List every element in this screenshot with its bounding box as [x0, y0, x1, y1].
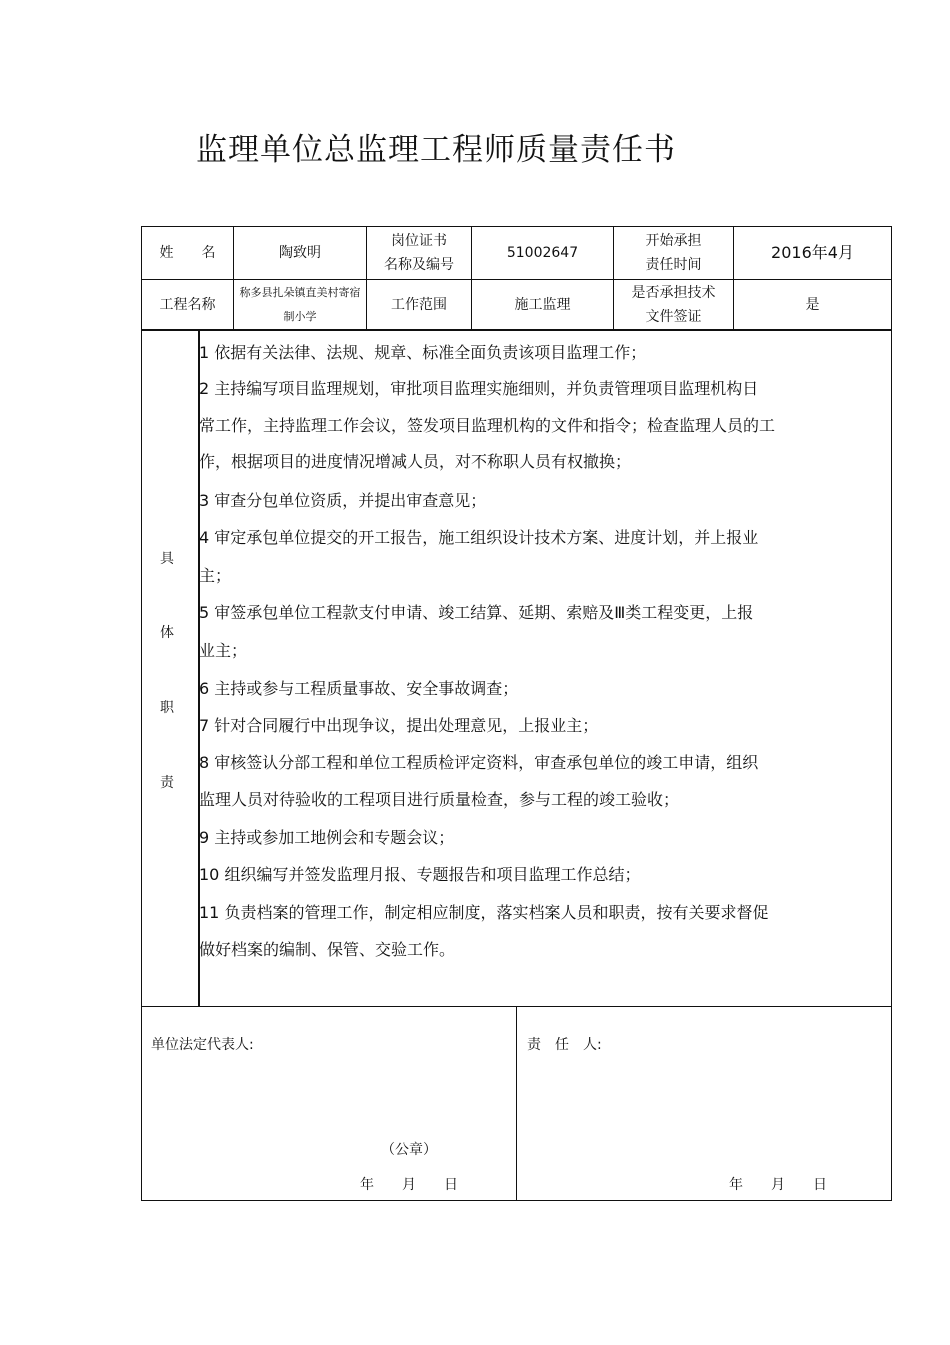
duty-line: 做好档案的编制、保管、交验工作。	[199, 940, 456, 959]
document-title: 监理单位总监理工程师质量责任书	[196, 132, 676, 168]
left-date-label: 年 月 日	[360, 1177, 458, 1193]
scope-label: 工作范围	[391, 296, 447, 313]
tech-sign-label-line1: 是否承担技术	[631, 284, 716, 301]
duty-line: 主；	[199, 566, 232, 585]
duty-line: 常工作，主持监理工作会议，签发项目监理机构的文件和指令；检查监理人员的工	[199, 416, 776, 435]
start-label-line1: 开始承担	[645, 233, 702, 249]
duty-line: 监理人员对待验收的工程项目进行质量检查，参与工程的竣工验收；	[199, 790, 680, 809]
project-label: 工程名称	[159, 296, 216, 313]
start-label-line2: 责任时间	[645, 257, 702, 273]
duty-line: 9 主持或参加工地例会和专题会议；	[199, 828, 455, 847]
tech-sign-label	[614, 280, 733, 329]
duty-line: 7 针对合同履行中出现争议，提出处理意见，上报业主；	[199, 716, 599, 735]
right-date-label: 年 月 日	[729, 1177, 827, 1193]
official-seal-label: （公章）	[381, 1142, 437, 1158]
duty-line: 11 负责档案的管理工作，制定相应制度，落实档案人员和职责，按有关要求督促	[199, 903, 769, 922]
responsible-person-label: 责 任 人:	[527, 1037, 602, 1053]
duties-label-char-3: 职	[160, 700, 174, 716]
tech-sign-label-line2: 文件签证	[645, 308, 702, 325]
legal-representative-label: 单位法定代表人:	[151, 1037, 254, 1053]
start-time-value: 2016年4月	[771, 243, 854, 262]
name-value: 陶致明	[279, 245, 321, 261]
project-value	[234, 280, 366, 329]
duties-label-char-1: 具	[160, 551, 174, 567]
cert-label-line2: 名称及编号	[384, 257, 454, 273]
tech-sign-value: 是	[805, 296, 820, 313]
duty-line: 2 主持编写项目监理规划，审批项目监理实施细则，并负责管理项目监理机构日	[199, 379, 759, 398]
duty-line: 3 审查分包单位资质，并提出审查意见；	[199, 491, 487, 510]
duties-label-char-2: 体	[160, 625, 174, 641]
project-value-line1: 称多县扎朵镇直美村寄宿	[239, 285, 361, 299]
duty-line: 4 审定承包单位提交的开工报告，施工组织设计技术方案、进度计划，并上报业	[199, 528, 759, 547]
project-value-line2: 制小学	[283, 309, 317, 323]
start-time-label	[614, 227, 733, 279]
duty-line: 10 组织编写并签发监理月报、专题报告和项目监理工作总结；	[199, 865, 641, 884]
duty-line: 作，根据项目的进度情况增减人员，对不称职人员有权撤换；	[199, 452, 632, 471]
duties-label-char-4: 责	[160, 775, 174, 791]
cert-label	[367, 227, 471, 279]
duty-line: 业主；	[199, 641, 248, 660]
cert-label-line1: 岗位证书	[391, 233, 447, 249]
duty-line: 1 依据有关法律、法规、规章、标准全面负责该项目监理工作；	[199, 343, 647, 362]
name-label: 姓 名	[159, 245, 216, 261]
duty-line: 6 主持或参与工程质量事故、安全事故调查；	[199, 679, 519, 698]
cert-value: 51002647	[506, 245, 579, 261]
scope-value: 施工监理	[514, 296, 571, 313]
duty-line: 8 审核签认分部工程和单位工程质检评定资料，审查承包单位的竣工申请，组织	[199, 753, 759, 772]
duty-line: 5 审签承包单位工程款支付申请、竣工结算、延期、索赔及Ⅲ类工程变更，上报	[199, 603, 754, 622]
